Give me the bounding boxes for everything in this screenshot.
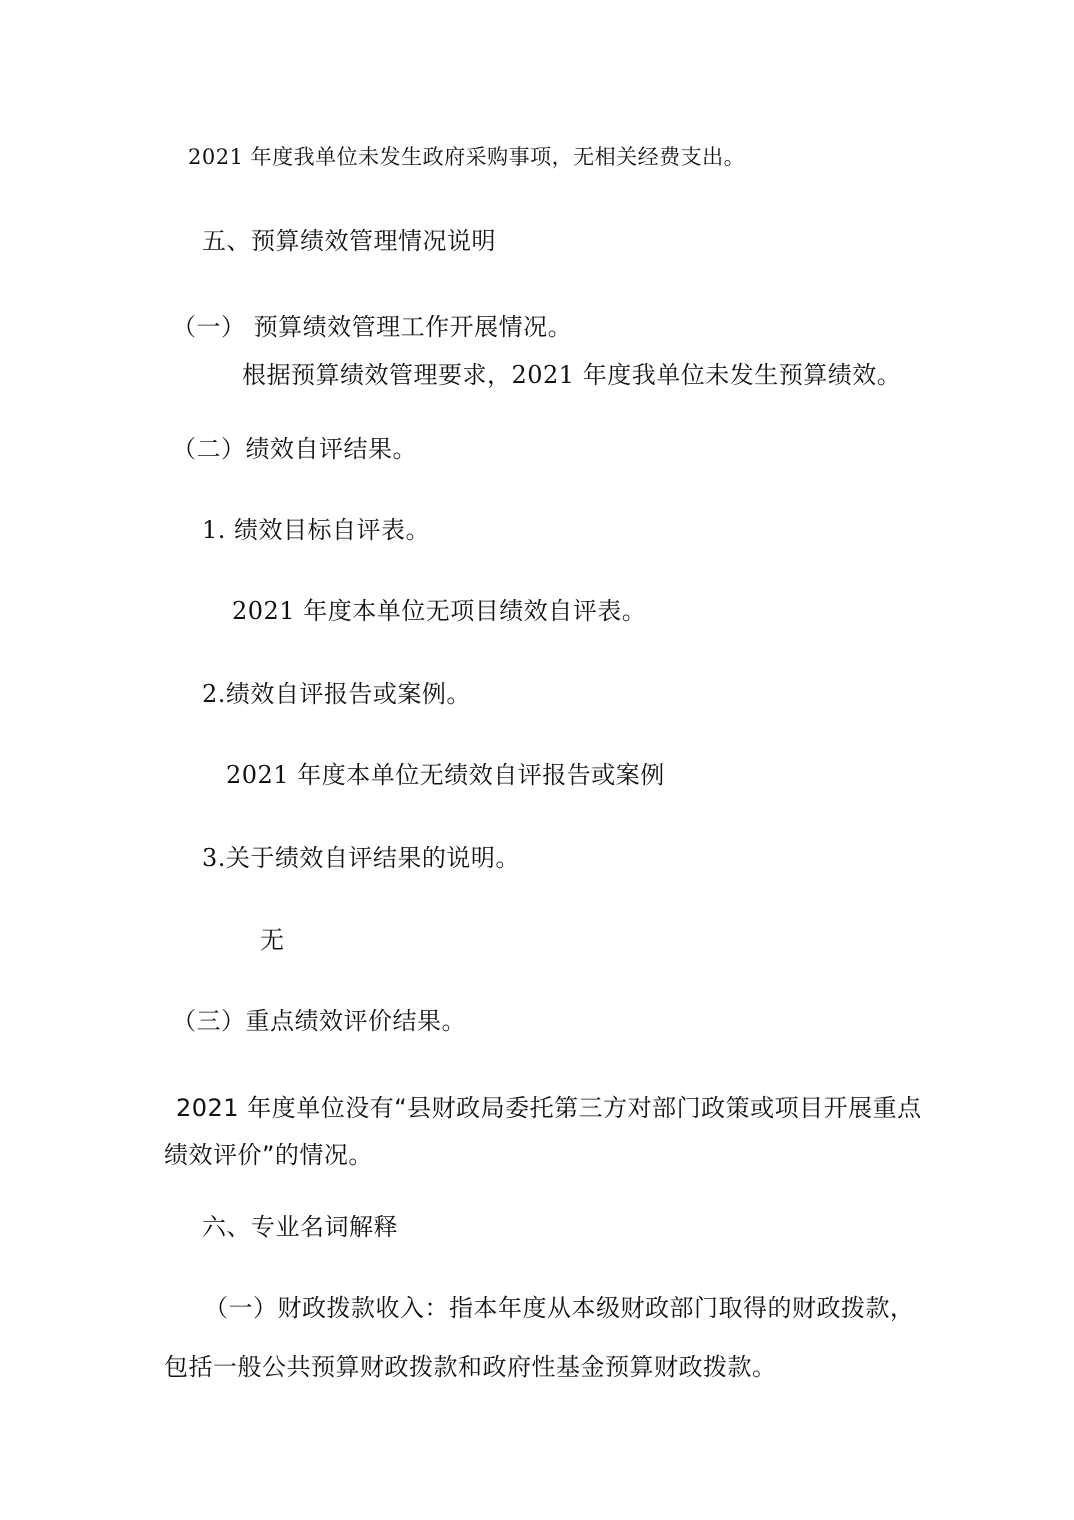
list-item-two-text: 2021 年度本单位无绩效自评报告或案例 xyxy=(226,761,665,789)
paragraph-definition-line2: 包括一般公共预算财政拨款和政府性基金预算财政拨款。 xyxy=(164,1353,777,1381)
paragraph-definition-line1: （一）财政拨款收入：指本年度从本级财政部门取得的财政拨款， xyxy=(204,1294,915,1322)
subheading-one: （一） 预算绩效管理工作开展情况。 xyxy=(172,313,573,341)
paragraph-budget-performance: 根据预算绩效管理要求，2021 年度我单位未发生预算绩效。 xyxy=(242,361,902,389)
paragraph-key-evaluation-line2: 绩效评价”的情况。 xyxy=(164,1141,373,1169)
subheading-two: （二）绩效自评结果。 xyxy=(172,435,417,463)
list-item-three: 3.关于绩效自评结果的说明。 xyxy=(202,844,520,872)
list-item-three-text: 无 xyxy=(260,926,285,954)
list-item-one-text: 2021 年度本单位无项目绩效自评表。 xyxy=(232,597,647,625)
list-item-two: 2.绩效自评报告或案例。 xyxy=(202,680,471,708)
subheading-three: （三）重点绩效评价结果。 xyxy=(172,1007,466,1035)
paragraph-key-evaluation-line1: 2021 年度单位没有“县财政局委托第三方对部门政策或项目开展重点 xyxy=(176,1094,922,1122)
heading-section-five: 五、预算绩效管理情况说明 xyxy=(202,227,496,255)
heading-section-six: 六、专业名词解释 xyxy=(202,1213,398,1241)
paragraph-procurement: 2021 年度我单位未发生政府采购事项，无相关经费支出。 xyxy=(188,145,746,169)
list-item-one: 1. 绩效目标自评表。 xyxy=(202,516,431,544)
